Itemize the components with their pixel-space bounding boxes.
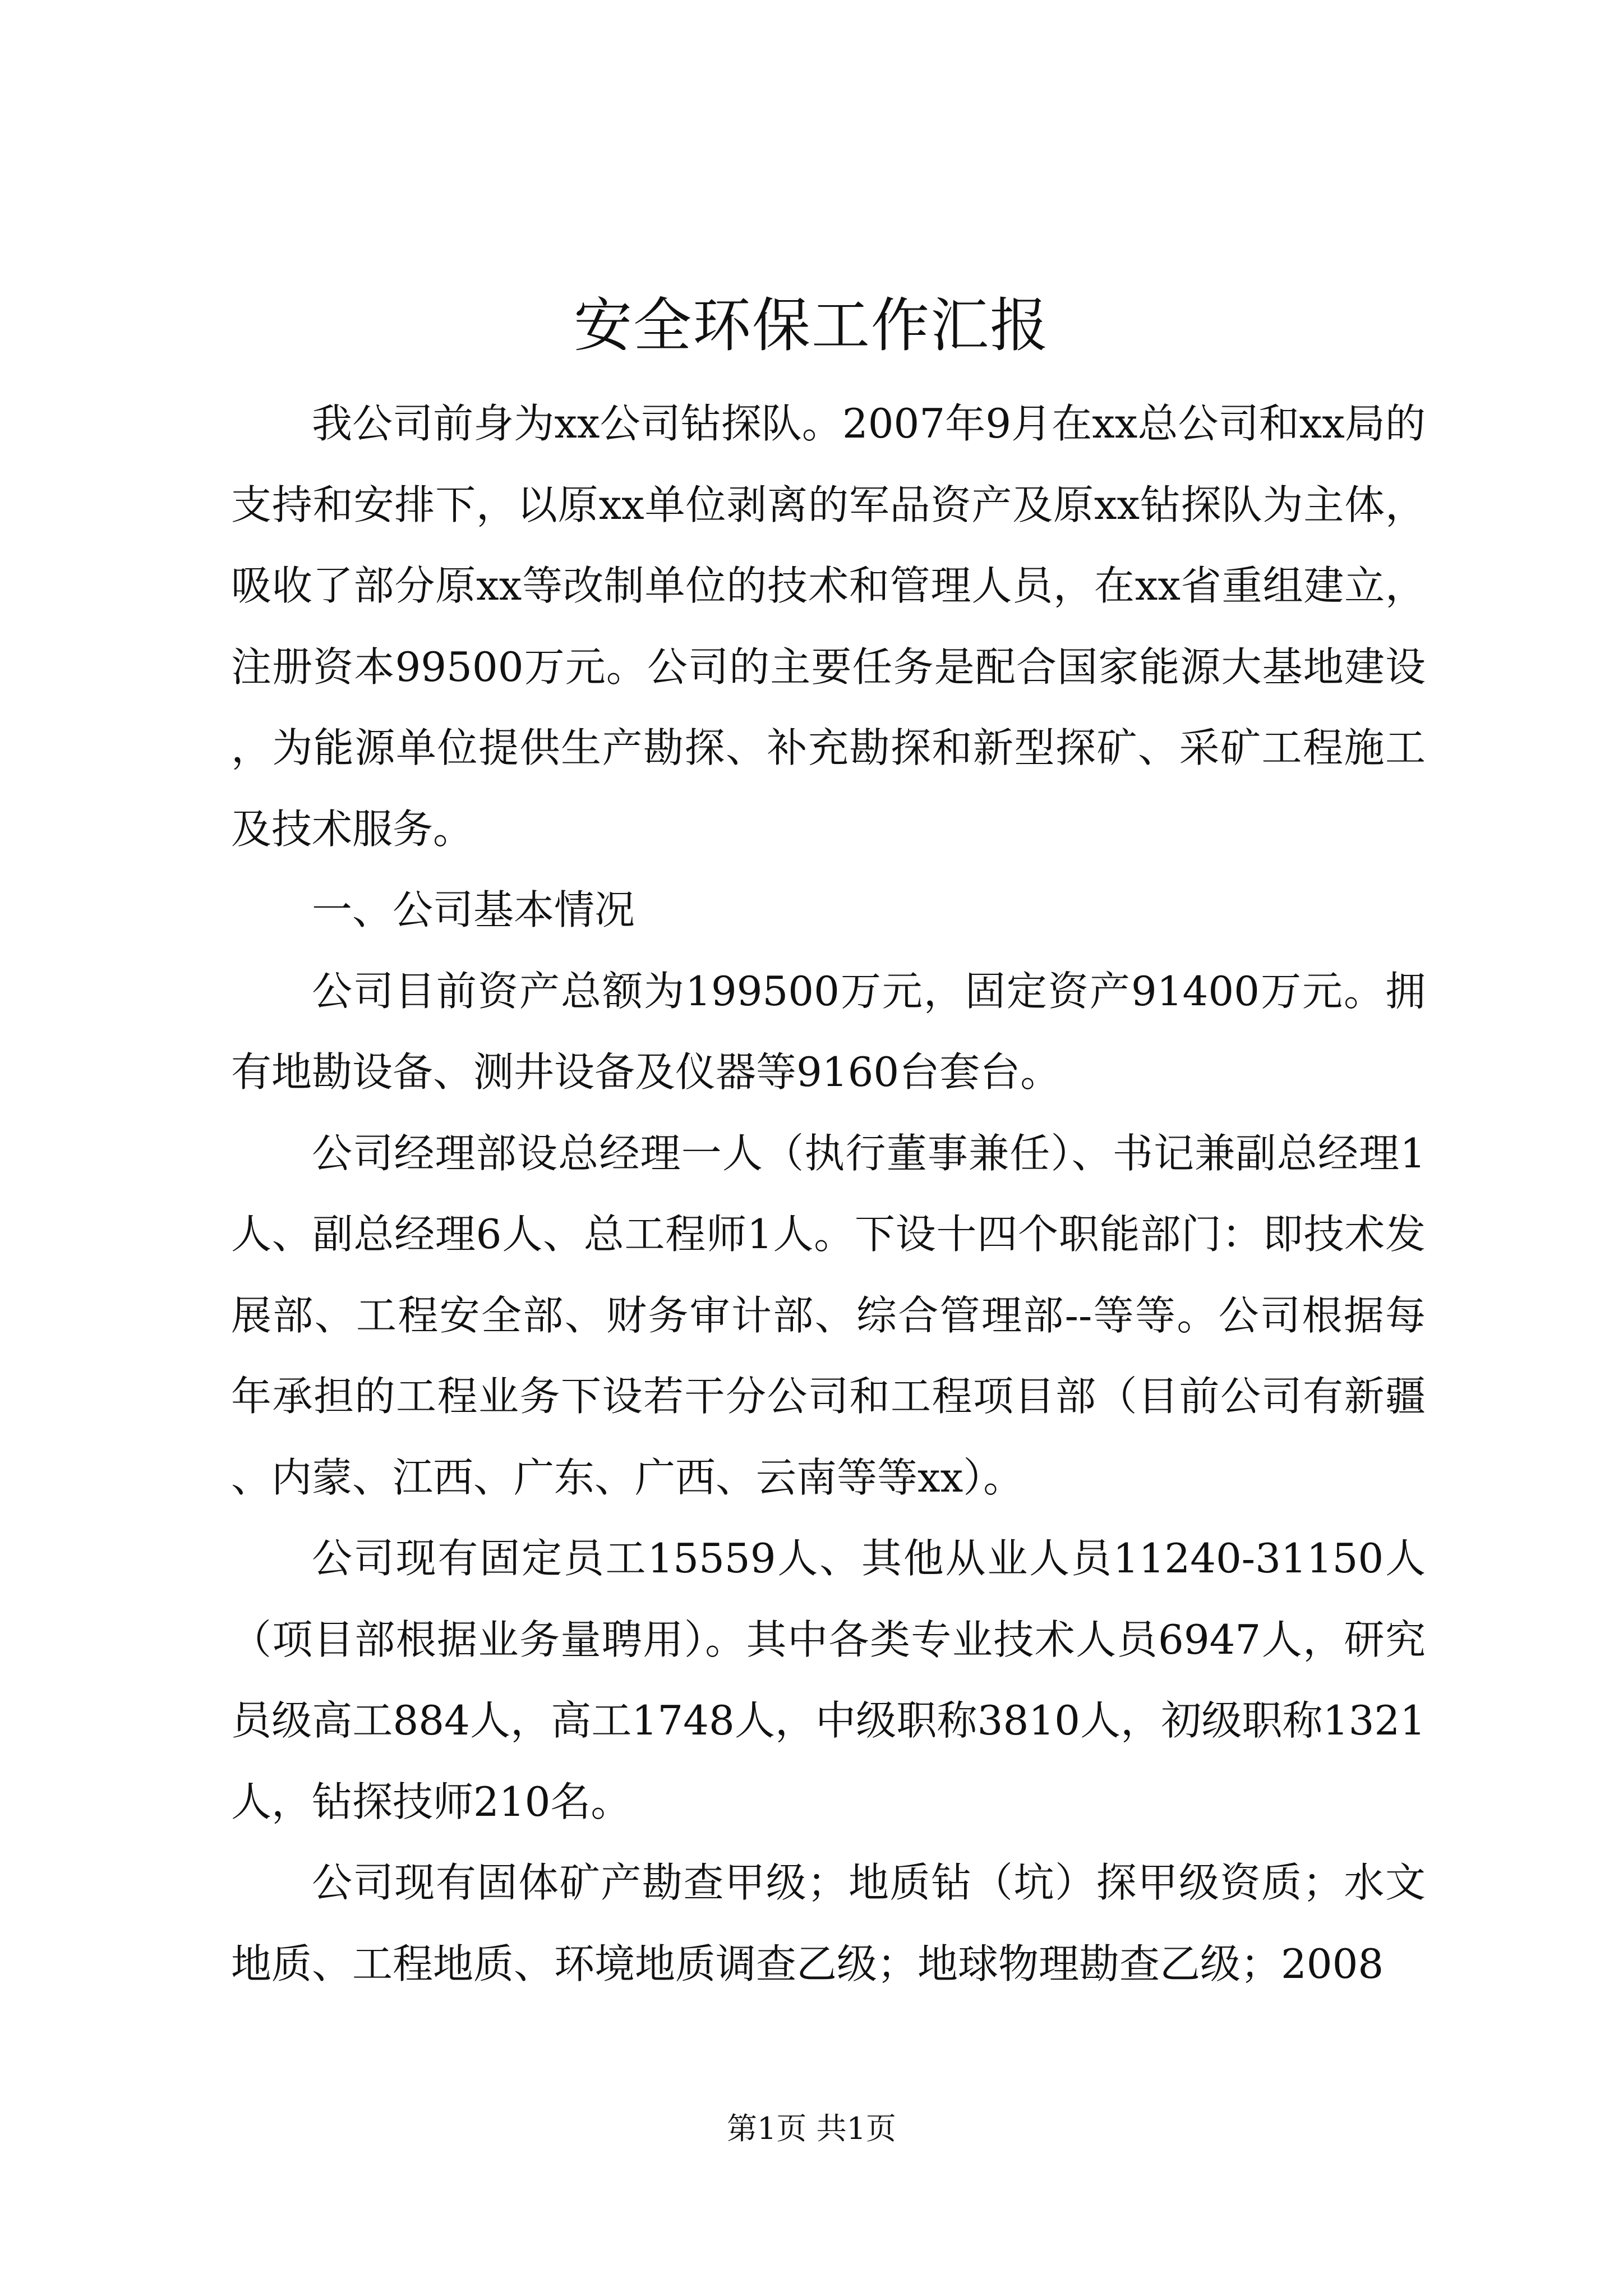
paragraph-qualifications: 公司现有固体矿产勘查甲级；地质钻（坑）探甲级资质；水文地质、工程地质、环境地质调查乙级；地球物理勘查乙级；2008 [231, 1859, 1426, 1987]
paragraph-staff: 公司现有固定员工15559人、其他从业人员11240-31150人（项目部根据业务量聘用）。其中各类专业技术人员6947人，研究员级高工884人，高工1748人，中级职称3810人，初级职称1321人，钻探技师210名。 [231, 1535, 1426, 1825]
paragraph-organization: 公司经理部设总经理一人（执行董事兼任）、书记兼副总经理1人、副总经理6人、总工程师1人。下设十四个职能部门：即技术发展部、工程安全部、财务审计部、综合管理部--等等。公司根据每年承担的工程业务下设若干分公司和工程项目部（目前公司有新疆、内蒙、江西、广东、广西、云南等等xx）。 [231, 1129, 1426, 1501]
paragraph-assets: 公司目前资产总额为199500万元，固定资产91400万元。拥有地勘设备、测井设备及仪器等9160台套台。 [231, 967, 1426, 1096]
document-title: 安全环保工作汇报 [573, 291, 1049, 360]
document-body [231, 383, 1426, 2004]
paragraph-company-history: 我公司前身为xx公司钻探队。2007年9月在xx总公司和xx局的支持和安排下，以原xx单位剥离的军品资产及原xx钻探队为主体，吸收了部分原xx等改制单位的技术和管理人员，在xx省重组建立，注册资本99500万元。公司的主要任务是配合国家能源大基地建设，为能源单位提供生产勘探、补充勘探和新型探矿、采矿工程施工及技术服务。 [231, 400, 1426, 853]
section-heading-basic-info: 一、公司基本情况 [312, 886, 635, 933]
page-footer: 第1页 共1页 [727, 2111, 896, 2146]
